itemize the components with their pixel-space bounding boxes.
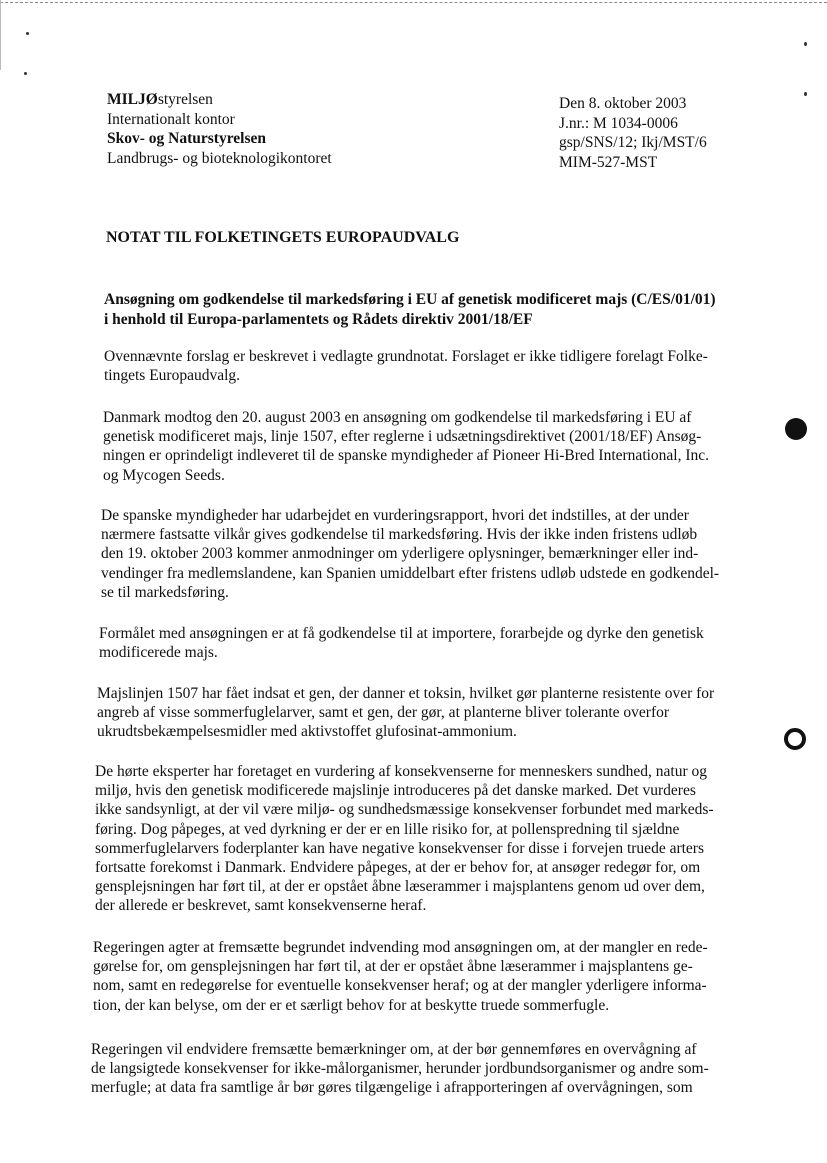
paragraph <box>95 762 714 916</box>
paragraph-line: se til markedsføring. <box>101 583 229 601</box>
paragraph-line: Danmark modtog den 20. august 2003 en ansøgning om godkendelse til markedsføring i EU af <box>103 409 692 426</box>
paragraph-line: føring. Dog påpeges, at ved dyrkning er der er en lille risiko for, at pollenspredning til sjældne <box>95 820 680 838</box>
sender-agency-bold: MILJØ <box>107 91 158 108</box>
paragraph-line: gørelse for, om gensplejsningen har ført til, at der er opstået åbne læserammer i majsplantens ge- <box>93 958 693 976</box>
paragraph-line: Regeringen vil endvidere fremsætte bemærkninger om, at der bør gennemføres en overvågning af <box>91 1041 697 1058</box>
scan-top-edge <box>0 2 827 3</box>
sender-line-1 <box>107 90 332 110</box>
sender-line-2: Internationalt kontor <box>107 110 235 128</box>
paragraph <box>93 938 708 1015</box>
paragraph-line: De hørte eksperter har foretaget en vurdering af konsekvenserne for menneskers sundhed, natur og <box>95 763 708 780</box>
paragraph-line: Regeringen agter at fremsætte begrundet indvending mod ansøgningen om, at der mangler en rede- <box>93 939 708 956</box>
paragraph <box>99 624 704 662</box>
paragraph-line: tingets Europaudvalg. <box>104 367 241 385</box>
scan-speck <box>26 32 29 35</box>
paragraph-line: nærmere fastsatte vilkår gives godkendelse til markedsføring. Hvis der ikke inden fristens udløb <box>101 526 698 544</box>
paragraph-line: merfugle; at data fra samtlige år bør gøres tilgængelige i afrapporteringen af overvågningen, som <box>91 1079 693 1097</box>
sender-block <box>107 90 332 168</box>
paragraph-line: Formålet med ansøgningen er at få godkendelse til at importere, forarbejde og dyrke den genetisk <box>99 625 704 642</box>
paragraph-line: fortsatte forekomst i Danmark. Endvidere påpeges, at der er behov for, at ansøger redegør for, om <box>95 859 701 877</box>
paragraph-line: der allerede er beskrevet, samt konsekvenserne heraf. <box>95 897 427 915</box>
paragraph-line: Majslinjen 1507 har fået indsat et gen, der danner et toksin, hvilket gør planterne resistente over for <box>97 685 715 702</box>
paragraph-line: ningen er oprindeligt indleveret til de spanske myndigheder af Pioneer Hi-Bred International, Inc. <box>103 447 710 465</box>
journal-number: J.nr.: M 1034-0006 <box>559 114 678 132</box>
subject-line-2: i henhold til Europa-parlamentets og Rådets direktiv 2001/18/EF <box>104 310 533 328</box>
scan-left-edge <box>0 0 1 70</box>
sender-line-3: Skov- og Naturstyrelsen <box>107 130 267 147</box>
document-title: NOTAT TIL FOLKETINGETS EUROPAUDVALG <box>106 229 460 246</box>
paragraph-line: gensplejsningen har ført til, at der er opstået åbne læserammer i majsplantens genom ud over dem, <box>95 878 705 896</box>
paragraph-line: den 19. oktober 2003 kommer anmodninger om yderligere oplysninger, bemærkninger eller ind- <box>101 545 699 563</box>
paragraph-line: modificerede majs. <box>99 644 218 662</box>
paragraph-line: de langsigtede konsekvenser for ikke-målorganismer, herunder jordbundsorganismer og andre som- <box>91 1060 709 1078</box>
paragraph-line: vendinger fra medlemslandene, kan Spanien umiddelbart efter fristens udløb udstede en godkendel- <box>101 564 720 582</box>
paragraph <box>101 506 719 602</box>
paragraph-line: og Mycogen Seeds. <box>103 466 225 484</box>
paragraph <box>103 408 709 485</box>
paragraph <box>97 684 714 742</box>
paragraph-line: ukrudtsbekæmpelsesmidler med aktivstoffet glufosinat-ammonium. <box>97 723 517 741</box>
document-date: Den 8. oktober 2003 <box>559 95 687 112</box>
punch-hole-ring <box>784 728 806 750</box>
scan-speck <box>804 42 807 46</box>
sender-agency-rest: styrelsen <box>157 91 213 108</box>
paragraph-line: genetisk modificeret majs, linje 1507, efter reglerne i udsætningsdirektivet (2001/18/EF) Ansøg- <box>103 428 702 446</box>
paragraph <box>91 1040 709 1098</box>
subject-line-1: Ansøgning om godkendelse til markedsføring i EU af genetisk modificeret majs (C/ES/01/01) <box>104 291 716 308</box>
sender-line-4: Landbrugs- og bioteknologikontoret <box>107 149 332 167</box>
paragraph-line: sommerfuglelarvers foderplanter kan have negative konsekvenser for disse i forvejen truede arters <box>95 839 704 857</box>
paragraph-line: De spanske myndigheder har udarbejdet en vurderingsrapport, hvori det indstilles, at der under <box>101 507 689 524</box>
scan-speck <box>804 92 807 96</box>
punch-hole-filled <box>785 418 807 440</box>
paragraph-line: angreb af visse sommerfuglelarver, samt et gen, der gør, at planterne bliver tolerante overfor <box>97 704 670 722</box>
scan-speck <box>24 72 27 75</box>
paragraph-line: tion, der kan belyse, om der er et særligt behov for at beskytte truede sommerfugle. <box>93 996 610 1014</box>
subject-heading <box>104 290 794 329</box>
reference-code-1: gsp/SNS/12; Ikj/MST/6 <box>559 134 707 151</box>
paragraph-line: Ovennævnte forslag er beskrevet i vedlagte grundnotat. Forslaget er ikke tidligere forelagt Folke- <box>104 348 708 365</box>
paragraph-line: ikke sandsynligt, at der vil være miljø- og sundhedsmæssige konsekvenser forbundet med markeds- <box>95 801 714 819</box>
reference-code-2: MIM-527-MST <box>559 153 658 171</box>
paragraph-line: nom, samt en redegørelse for eventuelle konsekvenser heraf; og at der mangler yderligere informa- <box>93 977 707 995</box>
paragraph <box>104 347 708 385</box>
paragraph-line: miljø, hvis den genetisk modificerede majslinje introduceres på det danske marked. Det vurderes <box>95 782 696 800</box>
reference-block <box>559 94 707 172</box>
